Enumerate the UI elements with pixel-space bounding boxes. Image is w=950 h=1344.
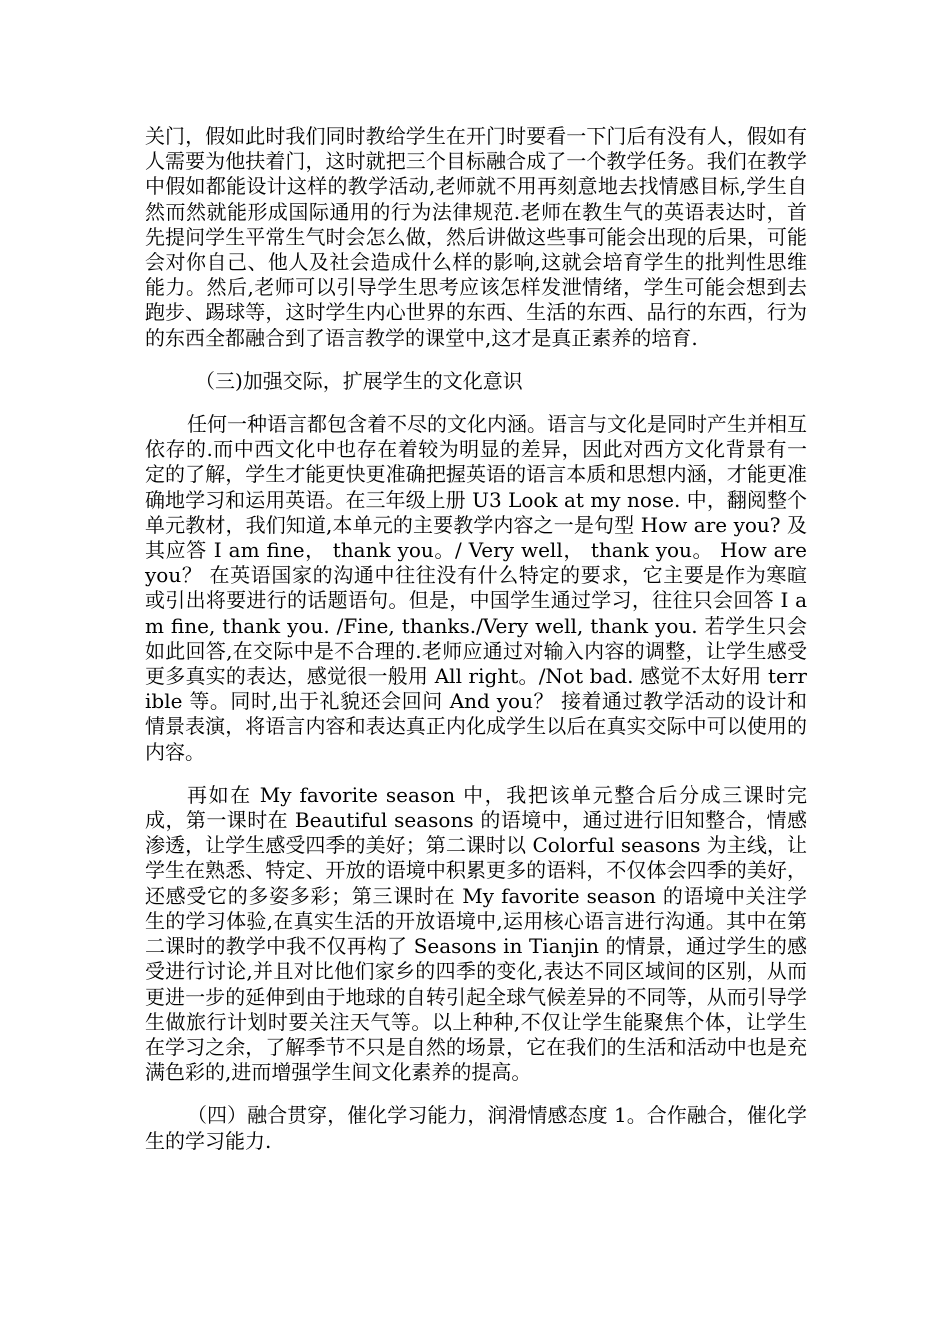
section-heading-three: （三)加强交际，扩展学生的文化意识 xyxy=(195,368,523,393)
section-heading-four: （四）融合贯穿，催化学习能力，润滑情感态度 1。合作融合，催化学生的学习能力. xyxy=(145,1103,807,1153)
paragraph-seasons: 再如在 My favorite season 中，我把该单元整合后分成三课时完成，第一课时在 Beautiful seasons 的语境中，通过进行旧知整合，情感渗透，让学生感受四季的美好；第二课时以 Colorful seasons 为主线，让学生在熟悉、特定、开放的语境中积累更多的语料，不仅体会四季的美好，还感受它的多姿多彩；第三课时在 My favorite season 的语境中关注学生的学习体验,在真实生活的开放语境中,运用核心语言进行沟通。其中在第二课时的教学中我不仅再构了 Seasons in Tianjin 的情景，通过学生的感受进行讨论,并且对比他们家乡的四季的变化,表达不同区域间的区别，从而更进一步的延伸到由于地球的自转引起全球气候差异的不同等，从而引导学生做旅行计划时要关注天气等。以上种种,不仅让学生能聚焦个体，让学生在学习之余，了解季节不只是自然的场景，它在我们的生活和活动中也是充满色彩的,进而增强学生间文化素养的提高。 xyxy=(145,782,807,1085)
paragraph-culture: 任何一种语言都包含着不尽的文化内涵。语言与文化是同时产生并相互依存的.而中西文化中也存在着较为明显的差异，因此对西方文化背景有一定的了解，学生才能更快更准确把握英语的语言本质和思想内涵，才能更准确地学习和运用英语。在三年级上册 U3 Look at my nose. 中，翻阅整个单元教材，我们知道,本单元的主要教学内容之一是句型 How are you? 及其应答 I am fine， thank you。/ Very well， thank you。 How are you？ 在英语国家的沟通中往往没有什么特定的要求，它主要是作为寒暄或引出将要进行的话题语句。但是，中国学生通过学习，往往只会回答 I am fine, thank you. /Fine, thanks./Very well, thank you. 若学生只会如此回答,在交际中是不合理的.老师应通过对输入内容的调整，让学生感受更多真实的表达，感觉很一般用 All right。/Not bad. 感觉不太好用 terrible 等。同时,出于礼貌还会回问 And you？ 接着通过教学活动的设计和情景表演，将语言内容和表达真正内化成学生以后在真实交际中可以使用的内容。 xyxy=(145,412,807,764)
paragraph-continuation: 关门，假如此时我们同时教给学生在开门时要看一下门后有没有人，假如有人需要为他扶着门，这时就把三个目标融合成了一个教学任务。我们在教学中假如都能设计这样的教学活动,老师就不用再刻意地去找情感目标,学生自然而然就能形成国际通用的行为法律规范.老师在教生气的英语表达时，首先提问学生平常生气时会怎么做，然后讲做这些事可能会出现的后果，可能会对你自己、他人及社会造成什么样的影响,这就会培育学生的批判性思维能力。然后,老师可以引导学生思考应该怎样发泄情绪，学生可能会想到去跑步、踢球等，这时学生内心世界的东西、生活的东西、品行的东西，行为的东西全都融合到了语言教学的课堂中,这才是真正素养的培育. xyxy=(145,124,807,350)
document-body xyxy=(145,124,807,1172)
